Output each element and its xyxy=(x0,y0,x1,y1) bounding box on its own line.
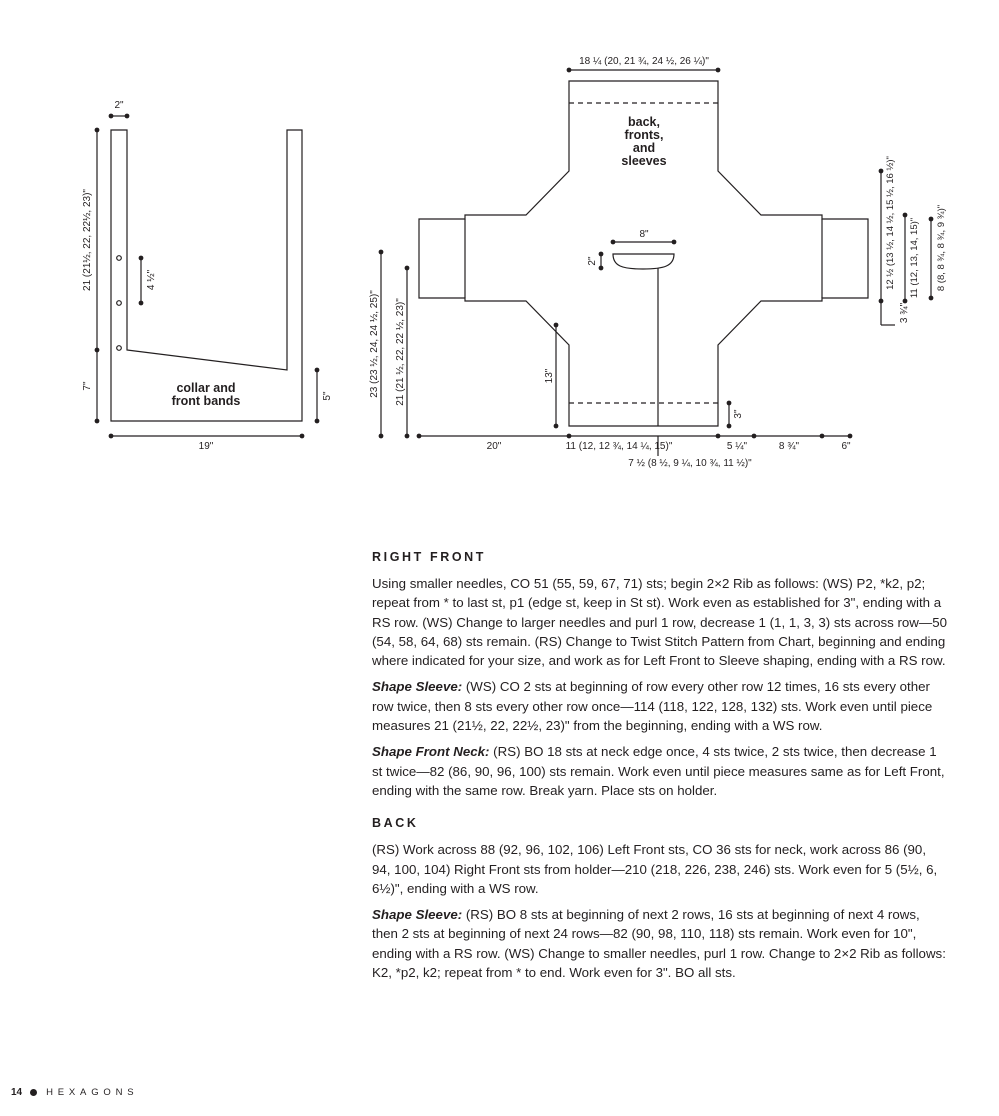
buttonhole-marker xyxy=(117,256,122,261)
dim-label: 7 ½ (8 ½, 9 ¼, 10 ¾, 11 ½)" xyxy=(628,458,752,469)
instruction-paragraph xyxy=(372,905,947,982)
step-text: (WS) CO 2 sts at beginning of row every other row 12 times, 16 sts every other row twice, then 8 sts every other row once—114 (118, 122, 128, 132) sts. Work even until piece measures 21 (21½, 22, 22½, 23)" from the beginning, ending with a WS row. xyxy=(372,679,933,734)
dim-label: 2" xyxy=(587,256,598,266)
dim-label: 8 ¾" xyxy=(778,441,800,452)
dim-label: 11 (12, 13, 14, 15)" xyxy=(909,217,920,299)
page-footer xyxy=(11,1087,138,1098)
schematic-diagram xyxy=(0,0,999,500)
dim-label: 8 (8, 8 ¾, 8 ¾, 9 ¾)" xyxy=(936,204,947,292)
dim-label: 5 ¼" xyxy=(726,441,748,452)
dim-label: 5" xyxy=(322,391,333,401)
step-lead: Shape Front Neck: xyxy=(372,744,490,760)
body-label: back, xyxy=(628,115,660,129)
dim-label: 8" xyxy=(639,229,649,240)
instruction-paragraph xyxy=(372,677,947,735)
collar-label: front bands xyxy=(171,394,241,408)
dim-label: 11 (12, 12 ¾, 14 ¼, 15)" xyxy=(565,441,673,452)
step-text: (RS) BO 18 sts at neck edge once, 4 sts twice, 2 sts twice, then decrease 1 st twice—82 (86, 90, 96, 100) sts remain. Work even until piece measures same as for Left Front, ending with the same row. Break yarn. Place sts on holder. xyxy=(372,744,945,798)
instruction-paragraph xyxy=(372,742,947,800)
dim-label: 19" xyxy=(198,441,214,452)
body-label: sleeves xyxy=(621,154,667,168)
dim-label: 7" xyxy=(82,381,93,391)
page-number: 14 xyxy=(11,1087,23,1098)
bullet-icon xyxy=(30,1089,37,1096)
buttonhole-marker xyxy=(117,301,122,306)
step-lead: Shape Sleeve: xyxy=(372,907,463,923)
instruction-paragraph xyxy=(372,574,947,670)
instruction-paragraph xyxy=(372,840,947,898)
section-heading-right-front: RIGHT FRONT xyxy=(372,550,487,564)
collar-label: collar and xyxy=(176,381,236,395)
dim-label: 3" xyxy=(733,409,744,419)
dim-label: 4 ½" xyxy=(146,269,157,291)
dim-label: 6" xyxy=(841,441,851,452)
step-text: (RS) BO 8 sts at beginning of next 2 rows, 16 sts at beginning of next 4 rows, then 2 sts at beginning of next 24 rows—82 (90, 98, 110, 118) sts remain. Work even for 10", ending with a RS row. (WS) Change to smaller needles, purl 1 row. Change to 2×2 Rib as follows: K2, *p2, k2; repeat from * to end. Work even for 3". BO all sts. xyxy=(372,907,946,981)
dim-label: 2" xyxy=(114,100,124,111)
step-text: Using smaller needles, CO 51 (55, 59, 67, 71) sts; begin 2×2 Rib as follows: (WS) P2, *k2, p2; repeat from * to last st, p1 (edge st, keep in St st). Work even as established for 3", ending with a RS row. (WS) Change to larger needles and purl 1 row, decrease 1 (1, 1, 3, 3) sts across row—50 (54, 58, 64, 68) sts remain. (RS) Change to Twist Stitch Pattern from Chart, beginning and ending where indicated for your size, and work as for Left Front to Sleeve shaping, ending with a RS row. xyxy=(372,576,947,669)
dim-label: 21 (21½, 22, 22½, 23)" xyxy=(82,189,93,291)
buttonhole-marker xyxy=(117,346,122,351)
dim-label: 21 (21 ½, 22, 22 ½, 23)" xyxy=(395,298,406,406)
body-label: fronts, xyxy=(624,128,664,142)
body-label: and xyxy=(632,141,656,155)
step-text: (RS) Work across 88 (92, 96, 102, 106) Left Front sts, CO 36 sts for neck, work across 86 (90, 94, 100, 104) Right Front sts from holder—210 (218, 226, 238, 246) sts. Work even for 5 (5½, 6, 6½)", ending with a WS row. xyxy=(372,842,938,896)
dim-label: 3 ¾" xyxy=(899,302,910,324)
running-title: HEXAGONS xyxy=(46,1087,139,1098)
dim-label: 20" xyxy=(486,441,502,452)
collar-outline xyxy=(111,130,302,421)
dim-label: 12 ½ (13 ½, 14 ½, 15 ½, 16 ½)" xyxy=(885,156,896,290)
step-lead: Shape Sleeve: xyxy=(372,679,463,695)
dim-label: 18 ¼ (20, 21 ¾, 24 ½, 26 ¼)" xyxy=(579,56,709,67)
pattern-instructions xyxy=(372,550,947,989)
section-heading-back: BACK xyxy=(372,816,419,831)
dim-label: 13" xyxy=(544,368,555,384)
dim-label: 23 (23 ½, 24, 24 ½, 25)" xyxy=(369,290,380,398)
